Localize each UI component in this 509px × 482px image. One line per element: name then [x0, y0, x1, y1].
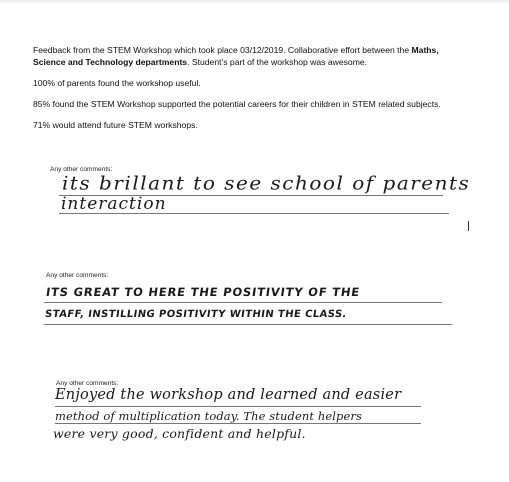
intro-text-end: . Student’s part of the workshop was awesome.: [187, 57, 368, 67]
handwritten-line: were very good, confident and helpful.: [53, 426, 306, 441]
comment-card-1: [47, 166, 471, 226]
handwritten-line: ITS GREAT TO HERE THE POSITIVITY OF THE: [45, 285, 361, 299]
window-top-edge: [0, 0, 509, 4]
comment-card-2: [44, 272, 454, 332]
handwritten-line: STAFF, INSTILLING POSITIVITY WITHIN THE CLASS.: [44, 309, 348, 320]
intro-paragraph: [33, 44, 473, 68]
handwritten-line: method of multiplication today. The student helpers: [55, 409, 363, 423]
comment-label: Any other comments:: [46, 272, 109, 279]
writing-line: [55, 423, 421, 424]
writing-line: [55, 406, 421, 407]
text-cursor: [468, 221, 469, 231]
writing-line: [44, 302, 442, 303]
comment-label: Any other comments:: [50, 166, 113, 173]
departments-bold-text: Maths, Science and Technology departments: [33, 45, 439, 67]
document-body: [33, 44, 473, 140]
comment-label: Any other comments:: [56, 380, 119, 387]
writing-line: [44, 324, 452, 325]
handwritten-line: interaction: [61, 194, 167, 214]
intro-text-start: Feedback from the STEM Workshop which took place 03/12/2019. Collaborative effort between the: [33, 45, 412, 55]
handwritten-line: Enjoyed the workshop and learned and easier: [55, 387, 402, 403]
comment-card-3: [53, 380, 433, 450]
handwritten-line: its brillant to see school of parents: [62, 171, 471, 195]
stat-useful: 100% of parents found the workshop useful.: [33, 78, 201, 88]
stat-attend-future: 71% would attend future STEM workshops.: [33, 120, 198, 130]
stat-careers: 85% found the STEM Workshop supported the potential careers for their children in STEM related subjects.: [33, 99, 441, 109]
